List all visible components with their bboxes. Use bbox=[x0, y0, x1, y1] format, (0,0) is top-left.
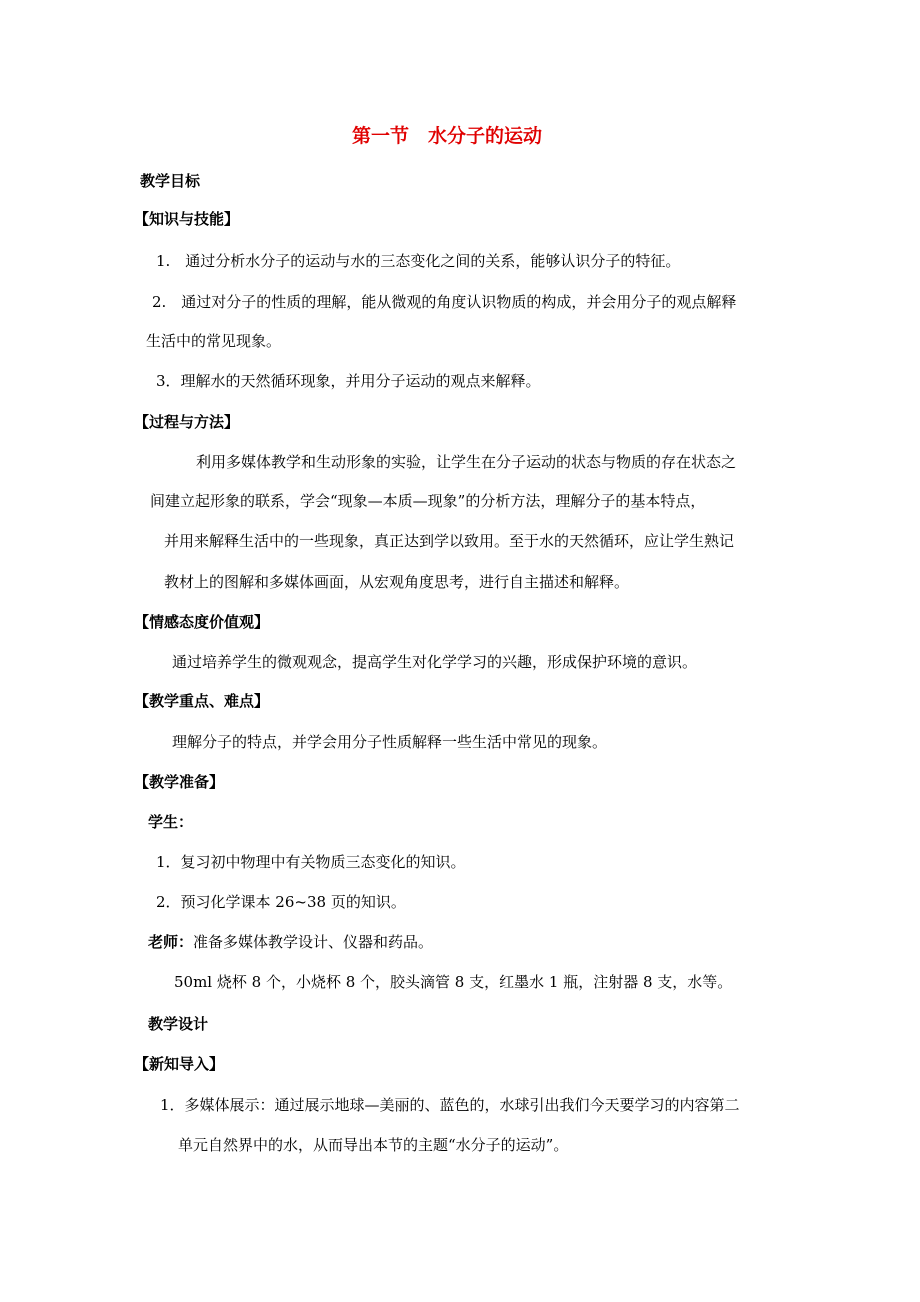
design-heading: 教学设计 bbox=[148, 1015, 209, 1033]
knowledge-item-2-line-1: 2. 通过对分子的性质的理解，能从微观的角度认识物质的构成，并会用分子的观点解释 bbox=[152, 293, 737, 311]
process-heading: 【过程与方法】 bbox=[134, 413, 240, 431]
intro-item-1-line-2: 单元自然界中的水，从而导出本节的主题“水分子的运动”。 bbox=[178, 1136, 569, 1154]
teacher-line bbox=[148, 932, 433, 952]
materials-list: 50ml 烧杯 8 个，小烧杯 8 个，胶头滴管 8 支，红墨水 1 瓶，注射器 8 支，水等。 bbox=[174, 973, 733, 991]
student-item-2: 2．预习化学课本 26~38 页的知识。 bbox=[156, 893, 406, 911]
key-points-text: 理解分子的特点，并学会用分子性质解释一些生活中常见的现象。 bbox=[172, 733, 608, 751]
process-line-2: 间建立起形象的联系，学会“现象—本质—现象”的分析方法，理解分子的基本特点， bbox=[150, 492, 706, 510]
knowledge-heading: 【知识与技能】 bbox=[134, 210, 240, 228]
knowledge-item-3: 3．理解水的天然循环现象，并用分子运动的观点来解释。 bbox=[156, 372, 541, 390]
process-line-4: 教材上的图解和多媒体画面，从宏观角度思考，进行自主描述和解释。 bbox=[164, 573, 630, 591]
emotion-heading: 【情感态度价值观】 bbox=[134, 613, 270, 631]
knowledge-item-2-line-2: 生活中的常见现象。 bbox=[146, 332, 282, 350]
knowledge-item-1: 1. 通过分析水分子的运动与水的三态变化之间的关系，能够认识分子的特征。 bbox=[156, 252, 681, 270]
student-item-1: 1．复习初中物理中有关物质三态变化的知识。 bbox=[156, 853, 466, 871]
intro-item-1-line-1: 1．多媒体展示：通过展示地球—美丽的、蓝色的，水球引出我们今天要学习的内容第二 bbox=[160, 1096, 740, 1114]
objectives-heading: 教学目标 bbox=[140, 172, 201, 190]
page-title: 第一节 水分子的运动 bbox=[352, 125, 543, 147]
emotion-text: 通过培养学生的微观观念，提高学生对化学学习的兴趣，形成保护环境的意识。 bbox=[172, 653, 698, 671]
preparation-heading: 【教学准备】 bbox=[134, 773, 225, 791]
teacher-text: 准备多媒体教学设计、仪器和药品。 bbox=[193, 933, 434, 951]
key-points-heading: 【教学重点、难点】 bbox=[134, 692, 270, 710]
teacher-label: 老师： bbox=[148, 933, 194, 951]
intro-heading: 【新知导入】 bbox=[134, 1055, 225, 1073]
process-line-3: 并用来解释生活中的一些现象，真正达到学以致用。至于水的天然循环，应让学生熟记 bbox=[164, 532, 735, 550]
process-line-1: 利用多媒体教学和生动形象的实验，让学生在分子运动的状态与物质的存在状态之 bbox=[196, 453, 737, 471]
students-label: 学生： bbox=[148, 813, 194, 831]
